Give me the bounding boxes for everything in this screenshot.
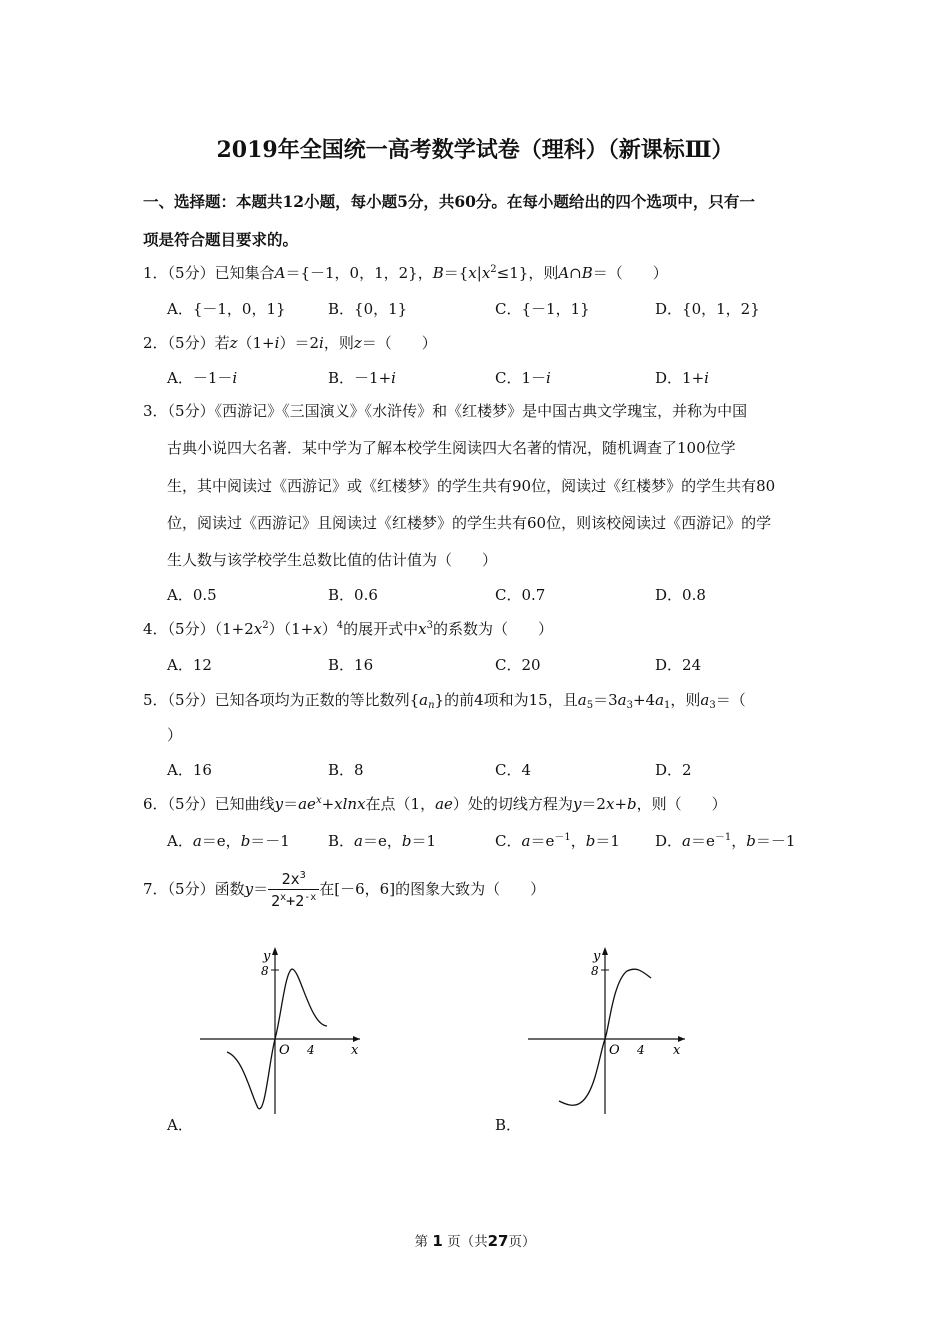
- question-number: 4．: [143, 620, 168, 638]
- q4-text: ）（1+: [268, 620, 314, 638]
- question-points: （5分）: [167, 620, 215, 638]
- q3-option-d: D．0.8: [655, 586, 706, 604]
- graph-a-x-label: x: [351, 1043, 359, 1058]
- q5-var: a: [617, 691, 627, 709]
- graph-b-x-label: x: [673, 1043, 681, 1058]
- graph-a: [195, 942, 370, 1120]
- q1-sup: 2: [490, 264, 497, 275]
- graph-a-y-label: y: [263, 949, 271, 964]
- q5-sub: 5: [586, 700, 594, 711]
- question-5: [143, 689, 746, 710]
- graph-b-tick-x-label: 4: [637, 1043, 645, 1057]
- q2-option-d: D．1+i: [655, 369, 709, 387]
- q3-option-b: B．0.6: [328, 586, 378, 604]
- question-number: 1．: [143, 264, 168, 282]
- q7-fraction: $\frac{2x^3}{2^x+2^{-x}}$: [268, 870, 319, 910]
- question-number: 7．: [143, 880, 168, 898]
- q4-text: （1+2: [214, 620, 254, 638]
- q4-option-b: B．16: [328, 656, 374, 674]
- q4-option-c: C．20: [495, 656, 541, 674]
- question-number: 2．: [143, 334, 168, 352]
- graph-b-origin-label: O: [609, 1043, 620, 1058]
- q3-line: 生，其中阅读过《西游记》或《红楼梦》的学生共有90位，阅读过《红楼梦》的学生共有80: [167, 477, 776, 495]
- q6-var: ae: [435, 795, 453, 813]
- q6-option-a: A．a＝e，b＝－1: [167, 832, 290, 850]
- graph-b-y-label: y: [593, 949, 601, 964]
- q5-text: 已知各项均为正数的等比数列{: [214, 691, 420, 709]
- q6-var: y: [274, 795, 284, 813]
- q5-var: a: [577, 691, 587, 709]
- q5-option-d: D．2: [655, 761, 692, 779]
- footer-total-pages: 27: [487, 1232, 509, 1250]
- q3-line: 位，阅读过《西游记》且阅读过《红楼梦》的学生共有60位，则该校阅读过《西游记》的学: [167, 514, 772, 532]
- footer-text: 第: [414, 1234, 429, 1250]
- q3-line: 生人数与该学校学生总数比值的估计值为（ ）: [167, 551, 498, 569]
- graph-a-tick-y-label: 8: [261, 964, 269, 978]
- q6-text: +: [321, 795, 335, 813]
- q4-var: x: [253, 620, 263, 638]
- q4-var: x: [313, 620, 322, 638]
- q7-text: 在[－6，6]的图象大致为（ ）: [319, 880, 546, 898]
- q6-text: +: [614, 795, 628, 813]
- q5-sub: 1: [664, 700, 671, 711]
- q2-var: i: [319, 334, 324, 352]
- q4-var: x: [418, 620, 427, 638]
- q6-option-d: D．$a=e^{-1}$，b＝－1: [655, 832, 796, 850]
- question-number: 6．: [143, 795, 168, 813]
- q3-line: 古典小说四大名著．某中学为了解本校学生阅读四大名著的情况，随机调查了100位学: [167, 439, 736, 457]
- q5-var: a: [700, 691, 710, 709]
- q1-var: B: [581, 264, 593, 282]
- q1-text: ＝{: [443, 264, 469, 282]
- page-footer: [0, 1230, 950, 1250]
- q6-sup: x: [315, 795, 322, 806]
- q1-text: ≤1}，则: [496, 264, 559, 282]
- graph-b: [525, 942, 700, 1120]
- q5-text: ＝3: [593, 691, 618, 709]
- footer-text: 页）: [508, 1234, 536, 1250]
- q4-sup: 3: [426, 620, 433, 631]
- q7-option-b: B．: [495, 1116, 522, 1134]
- q6-text: ＝: [283, 795, 299, 813]
- question-6: [143, 793, 727, 814]
- q1-text: ＝（ ）: [592, 264, 668, 282]
- q5-sub: n: [428, 700, 435, 711]
- q1-text: ＝{－1，0，1，2}，: [285, 264, 433, 282]
- q3-line: （5分）《西游记》《三国演义》《水浒传》和《红楼梦》是中国古典文学瑰宝，并称为中国: [167, 402, 748, 420]
- footer-page-number: 1: [432, 1232, 443, 1250]
- q6-text: ，则（ ）: [636, 795, 727, 813]
- section-heading-line2: 项是符合题目要求的。: [143, 230, 299, 249]
- q5-line: ）: [167, 726, 183, 744]
- q1-var: B: [432, 264, 444, 282]
- q1-var: x: [468, 264, 477, 282]
- q5-sub: 3: [626, 700, 633, 711]
- q2-text: ）＝2: [279, 334, 319, 352]
- question-points: （5分）: [167, 795, 215, 813]
- q7-text: 函数: [214, 880, 245, 898]
- question-number: 5．: [143, 691, 168, 709]
- q1-option-a: A．{－1，0，1}: [167, 300, 286, 318]
- q4-sup: 4: [336, 620, 344, 631]
- q2-text: ，则: [323, 334, 354, 352]
- q4-text: 的系数为（ ）: [432, 620, 553, 638]
- q4-option-d: D．24: [655, 656, 702, 674]
- q5-var: a: [419, 691, 429, 709]
- graph-a-origin-label: O: [279, 1043, 290, 1058]
- question-points: （5分）: [167, 264, 215, 282]
- q1-text: 已知集合: [214, 264, 275, 282]
- question-points: （5分）: [167, 880, 215, 898]
- graph-a-tick-x-label: 4: [307, 1043, 315, 1057]
- q6-option-b: B．a＝e，b＝1: [328, 832, 437, 850]
- q5-text: }的前4项和为15，且: [434, 691, 578, 709]
- footer-text: 页（共: [447, 1234, 488, 1250]
- graph-a-x-arrow: [353, 1036, 360, 1042]
- question-points: （5分）: [167, 334, 215, 352]
- q6-var: y: [572, 795, 582, 813]
- q1-var: x: [481, 264, 491, 282]
- q1-option-d: D．{0，1，2}: [655, 300, 760, 318]
- q7-var: y: [244, 880, 254, 898]
- q1-var: A: [558, 264, 570, 282]
- q1-text: ∩: [569, 264, 582, 282]
- graph-b-y-arrow: [602, 947, 608, 955]
- q5-option-b: B．8: [328, 761, 364, 779]
- q4-sup: 2: [262, 620, 269, 631]
- section-heading-line1: 一、选择题：本题共12小题，每小题5分，共60分。在每小题给出的四个选项中，只有一: [143, 192, 755, 211]
- question-1: [143, 262, 668, 283]
- q2-text: ＝（ ）: [361, 334, 437, 352]
- q3-option-a: A．0.5: [167, 586, 217, 604]
- question-points: （5分）: [167, 691, 215, 709]
- q6-text: ）处的切线方程为: [452, 795, 573, 813]
- q7-text: ＝: [253, 880, 269, 898]
- q5-sub: 3: [709, 700, 716, 711]
- q2-option-b: B．－1+i: [328, 369, 396, 387]
- q2-option-a: A．－1－i: [167, 369, 238, 387]
- q1-text: |: [476, 264, 482, 282]
- q6-text: 已知曲线: [214, 795, 275, 813]
- q6-text: 在点（1，: [365, 795, 436, 813]
- question-3: [143, 400, 747, 421]
- q4-option-a: A．12: [167, 656, 212, 674]
- q4-text: 的展开式中: [343, 620, 419, 638]
- q6-var: b: [627, 795, 637, 813]
- q5-option-c: C．4: [495, 761, 532, 779]
- q1-option-c: C．{－1，1}: [495, 300, 590, 318]
- q4-text: ）: [321, 620, 337, 638]
- question-4: [143, 618, 553, 639]
- q6-var: x: [605, 795, 615, 813]
- q2-option-c: C．1－i: [495, 369, 551, 387]
- q2-text: 若: [214, 334, 230, 352]
- page-title: 2019年全国统一高考数学试卷（理科）（新课标Ⅲ）: [216, 137, 734, 163]
- q1-option-b: B．{0，1}: [328, 300, 408, 318]
- q5-option-a: A．16: [167, 761, 212, 779]
- q5-text: ＝（: [715, 691, 746, 709]
- q5-var: a: [655, 691, 665, 709]
- q3-option-c: C．0.7: [495, 586, 546, 604]
- q5-text: +4: [632, 691, 656, 709]
- question-7: [143, 870, 545, 910]
- q2-var: z: [353, 334, 362, 352]
- question-number: 3．: [143, 402, 168, 420]
- q2-var: z: [229, 334, 238, 352]
- q1-var: A: [274, 264, 286, 282]
- graph-b-x-arrow: [678, 1036, 685, 1042]
- q2-text: （1+: [237, 334, 275, 352]
- graph-a-y-arrow: [272, 947, 278, 955]
- q2-var: i: [274, 334, 280, 352]
- q7-option-a: A．: [167, 1116, 193, 1134]
- q6-var: ae: [298, 795, 316, 813]
- q6-text: ＝2: [581, 795, 606, 813]
- q5-text: ，则: [670, 691, 701, 709]
- question-2: [143, 332, 437, 353]
- q6-var: xlnx: [334, 795, 366, 813]
- graph-b-tick-y-label: 8: [591, 964, 599, 978]
- q6-option-c: C．$a=e^{-1}$，b＝1: [495, 832, 620, 850]
